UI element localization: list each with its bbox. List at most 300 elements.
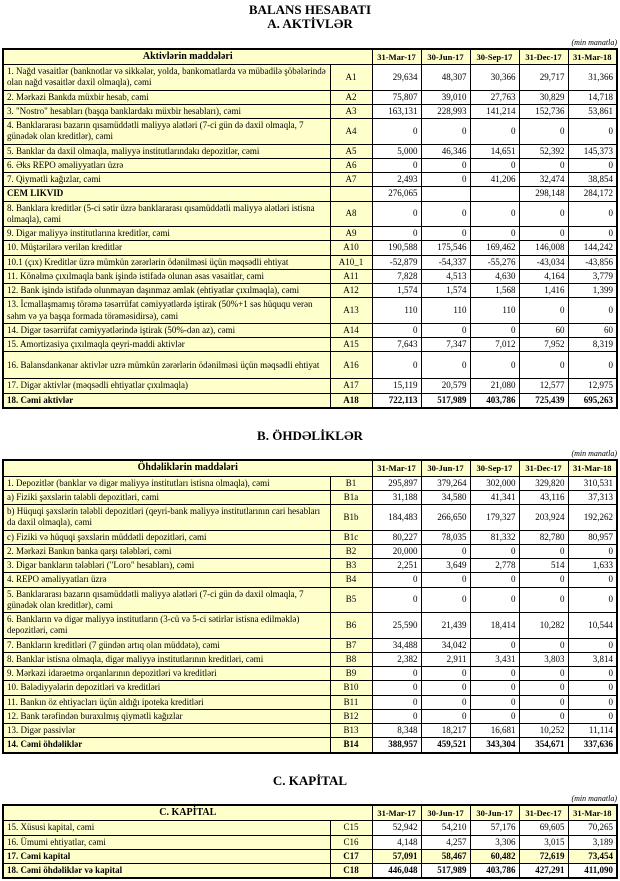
table-row bbox=[3, 104, 617, 118]
table-row bbox=[3, 505, 617, 531]
value-cell: 7,643 bbox=[372, 338, 421, 352]
value-cell: 0 bbox=[519, 709, 568, 723]
value-cell: 52,392 bbox=[519, 144, 568, 158]
date-column-header: 31-Dec-17 bbox=[519, 460, 568, 476]
item-code-cell: A13 bbox=[330, 298, 372, 324]
date-column-header: 30-Jun-17 bbox=[421, 805, 470, 821]
item-label-cell: 4. Banklararası bazarın qısamüddətli maliyyə alətləri (7-ci gün də daxil olmaqla, 7 günədək olan kreditlər), cəmi bbox=[3, 119, 330, 145]
item-label-cell: 17. Cəmi kapital bbox=[3, 849, 330, 863]
value-cell: 0 bbox=[519, 587, 568, 613]
value-cell: 0 bbox=[372, 158, 421, 172]
item-label-cell: 6. Əks REPO əməliyyatları üzrə bbox=[3, 158, 330, 172]
item-code-cell: A6 bbox=[330, 158, 372, 172]
value-cell: -54,337 bbox=[421, 255, 470, 269]
item-label-cell: 7. Bankların kreditləri (7 gündən artıq olan müddətə), cəmi bbox=[3, 638, 330, 652]
value-cell: 695,263 bbox=[568, 393, 617, 408]
value-cell: 141,214 bbox=[470, 104, 519, 118]
capital-table bbox=[2, 804, 618, 880]
table-row bbox=[3, 284, 617, 298]
table-row bbox=[3, 709, 617, 723]
item-label-cell: 11. Könəlmə çıxılmaqla bank işində istifadə olunan əsas vəsaitlər, cəmi bbox=[3, 269, 330, 283]
value-cell: 0 bbox=[470, 544, 519, 558]
value-cell: 110 bbox=[470, 298, 519, 324]
value-cell: 0 bbox=[470, 667, 519, 681]
table-row bbox=[3, 667, 617, 681]
item-code-cell: B12 bbox=[330, 709, 372, 723]
value-cell: 0 bbox=[421, 681, 470, 695]
item-code-cell: B14 bbox=[330, 738, 372, 753]
value-cell: 80,227 bbox=[372, 530, 421, 544]
value-cell: 31,366 bbox=[568, 65, 617, 91]
value-cell: 2,382 bbox=[372, 652, 421, 666]
value-cell: 72,619 bbox=[519, 849, 568, 863]
value-cell: 0 bbox=[372, 119, 421, 145]
value-cell: 427,291 bbox=[519, 864, 568, 879]
table-row bbox=[3, 338, 617, 352]
item-label-cell: 14. Cəmi öhdəliklər bbox=[3, 738, 330, 753]
value-cell: 0 bbox=[519, 638, 568, 652]
value-cell: 514 bbox=[519, 559, 568, 573]
value-cell: 7,347 bbox=[421, 338, 470, 352]
value-cell: 82,780 bbox=[519, 530, 568, 544]
value-cell: 2,911 bbox=[421, 652, 470, 666]
value-cell: 11,114 bbox=[568, 724, 617, 738]
value-cell: 60,482 bbox=[470, 849, 519, 863]
value-cell: 27,763 bbox=[470, 90, 519, 104]
liabilities-table bbox=[2, 459, 618, 754]
item-label-cell: 18. Cəmi aktivlər bbox=[3, 393, 330, 408]
date-column-header: 31-Mar-18 bbox=[568, 805, 617, 821]
item-label-cell: 10. Bələdiyyələrin depozitləri və kreditləri bbox=[3, 681, 330, 695]
value-cell: 0 bbox=[421, 695, 470, 709]
value-cell: 379,264 bbox=[421, 476, 470, 490]
item-code-cell: A1 bbox=[330, 65, 372, 91]
value-cell: 41,341 bbox=[470, 490, 519, 504]
table-row bbox=[3, 864, 617, 879]
value-cell: 3,649 bbox=[421, 559, 470, 573]
value-cell: 388,957 bbox=[372, 738, 421, 753]
value-cell: 0 bbox=[519, 298, 568, 324]
item-label-cell: 15. Amortizasiya çıxılmaqla qeyri-maddi aktivlər bbox=[3, 338, 330, 352]
value-cell: 266,650 bbox=[421, 505, 470, 531]
value-cell: 29,717 bbox=[519, 65, 568, 91]
table-row bbox=[3, 695, 617, 709]
date-column-header: 30-Sep-17 bbox=[470, 460, 519, 476]
items-column-header: Öhdəliklərin maddələri bbox=[3, 460, 372, 476]
value-cell: 18,414 bbox=[470, 613, 519, 639]
item-code-cell: A11 bbox=[330, 269, 372, 283]
value-cell: 0 bbox=[421, 158, 470, 172]
value-cell: 0 bbox=[421, 227, 470, 241]
table-row bbox=[3, 530, 617, 544]
value-cell: 3,814 bbox=[568, 652, 617, 666]
value-cell: 0 bbox=[372, 695, 421, 709]
value-cell: 39,010 bbox=[421, 90, 470, 104]
value-cell: 46,346 bbox=[421, 144, 470, 158]
value-cell: 0 bbox=[421, 323, 470, 337]
table-row bbox=[3, 559, 617, 573]
value-cell: 0 bbox=[421, 352, 470, 379]
table-row bbox=[3, 835, 617, 849]
value-cell: 0 bbox=[421, 667, 470, 681]
value-cell: 2,778 bbox=[470, 559, 519, 573]
assets-table bbox=[2, 48, 618, 409]
value-cell: 0 bbox=[519, 119, 568, 145]
table-row bbox=[3, 613, 617, 639]
value-cell: 0 bbox=[519, 667, 568, 681]
value-cell: 1,399 bbox=[568, 284, 617, 298]
value-cell: 41,206 bbox=[470, 173, 519, 187]
value-cell: 57,176 bbox=[470, 821, 519, 835]
value-cell: 29,634 bbox=[372, 65, 421, 91]
value-cell: 52,942 bbox=[372, 821, 421, 835]
value-cell: 4,148 bbox=[372, 835, 421, 849]
value-cell: 0 bbox=[568, 544, 617, 558]
value-cell: 175,546 bbox=[421, 241, 470, 255]
value-cell: 3,306 bbox=[470, 835, 519, 849]
item-code-cell: B1b bbox=[330, 505, 372, 531]
value-cell: 60 bbox=[519, 323, 568, 337]
value-cell: 0 bbox=[568, 667, 617, 681]
item-label-cell: 3. "Nostro" hesabları (başqa banklardakı müxbir hesabları), cəmi bbox=[3, 104, 330, 118]
value-cell: 145,373 bbox=[568, 144, 617, 158]
item-label-cell: 16. Ümumi ehtiyatlar, cəmi bbox=[3, 835, 330, 849]
value-cell: 73,454 bbox=[568, 849, 617, 863]
item-code-cell: B1 bbox=[330, 476, 372, 490]
value-cell: 0 bbox=[470, 638, 519, 652]
value-cell: 0 bbox=[372, 667, 421, 681]
item-code-cell: B13 bbox=[330, 724, 372, 738]
item-label-cell: 12. Bank işində istifadə olunmayan daşınmaz əmlak (ehtiyatlar çıxılmaqla), cəmi bbox=[3, 284, 330, 298]
item-code-cell: B8 bbox=[330, 652, 372, 666]
table-row bbox=[3, 379, 617, 393]
item-label-cell: 6. Bankların və digər maliyyə institutların (3-cü və 5-ci sətirlər istisna edilməklə) depozitləri, cəmi bbox=[3, 613, 330, 639]
value-cell: 25,590 bbox=[372, 613, 421, 639]
value-cell: 48,307 bbox=[421, 65, 470, 91]
value-cell: 298,148 bbox=[519, 187, 568, 201]
value-cell: 54,210 bbox=[421, 821, 470, 835]
item-code-cell: B10 bbox=[330, 681, 372, 695]
value-cell: 4,513 bbox=[421, 269, 470, 283]
value-cell: 459,521 bbox=[421, 738, 470, 753]
value-cell: 192,262 bbox=[568, 505, 617, 531]
item-code-cell: A10 bbox=[330, 241, 372, 255]
unit-note-a: (min manatla) bbox=[571, 37, 617, 47]
value-cell: 0 bbox=[421, 119, 470, 145]
value-cell bbox=[470, 187, 519, 201]
value-cell: 57,091 bbox=[372, 849, 421, 863]
item-code-cell: B2 bbox=[330, 544, 372, 558]
value-cell: 8,348 bbox=[372, 724, 421, 738]
date-column-header: 31-Mar-17 bbox=[372, 460, 421, 476]
value-cell: 722,113 bbox=[372, 393, 421, 408]
item-label-cell: 16. Balansdankənar aktivlər uzrə mümkün zərərlərin ödənilməsi üçün məqsədli ehtiyat bbox=[3, 352, 330, 379]
value-cell: 337,636 bbox=[568, 738, 617, 753]
value-cell: 0 bbox=[519, 681, 568, 695]
table-row bbox=[3, 65, 617, 91]
value-cell: 12,577 bbox=[519, 379, 568, 393]
value-cell: 1,568 bbox=[470, 284, 519, 298]
value-cell: 4,164 bbox=[519, 269, 568, 283]
section-b-heading: B. ÖHDƏLİKLƏR bbox=[257, 427, 363, 443]
value-cell: 2,251 bbox=[372, 559, 421, 573]
item-label-cell: 7. Qiymətli kağızlar, cəmi bbox=[3, 173, 330, 187]
value-cell: 295,897 bbox=[372, 476, 421, 490]
value-cell: 4,630 bbox=[470, 269, 519, 283]
table-row bbox=[3, 158, 617, 172]
value-cell: 284,172 bbox=[568, 187, 617, 201]
value-cell: 10,544 bbox=[568, 613, 617, 639]
value-cell: 0 bbox=[568, 227, 617, 241]
value-cell: 30,366 bbox=[470, 65, 519, 91]
item-label-cell: 9. Digər maliyyə institutlarına kreditlər, cəmi bbox=[3, 227, 330, 241]
item-label-cell: 9. Mərkəzi idarəetmə orqanlarının depozitləri və kreditləri bbox=[3, 667, 330, 681]
value-cell: 21,439 bbox=[421, 613, 470, 639]
value-cell: 58,467 bbox=[421, 849, 470, 863]
value-cell: 14,718 bbox=[568, 90, 617, 104]
value-cell: -52,879 bbox=[372, 255, 421, 269]
value-cell: 403,786 bbox=[470, 864, 519, 879]
value-cell: 0 bbox=[421, 587, 470, 613]
unit-note-b: (min manatla) bbox=[571, 449, 617, 459]
value-cell: 8,319 bbox=[568, 338, 617, 352]
value-cell: 34,042 bbox=[421, 638, 470, 652]
value-cell: 69,605 bbox=[519, 821, 568, 835]
value-cell: 179,327 bbox=[470, 505, 519, 531]
value-cell: 403,786 bbox=[470, 393, 519, 408]
item-label-cell: a) Fiziki şəxslərin tələbli depozitləri, cəmi bbox=[3, 490, 330, 504]
value-cell: 354,671 bbox=[519, 738, 568, 753]
value-cell: 0 bbox=[568, 573, 617, 587]
value-cell: 0 bbox=[421, 709, 470, 723]
table-row bbox=[3, 724, 617, 738]
date-column-header: 30-Sep-17 bbox=[470, 49, 519, 65]
value-cell: 3,779 bbox=[568, 269, 617, 283]
value-cell: 0 bbox=[421, 544, 470, 558]
table-row bbox=[3, 90, 617, 104]
date-column-header: 31-Mar-17 bbox=[372, 805, 421, 821]
item-label-cell: 3. Digər bankların tələbləri ("Loro" hesabları), cəmi bbox=[3, 559, 330, 573]
value-cell: 0 bbox=[372, 709, 421, 723]
value-cell: 310,531 bbox=[568, 476, 617, 490]
item-code-cell: C16 bbox=[330, 835, 372, 849]
table-row bbox=[3, 849, 617, 863]
value-cell: 411,090 bbox=[568, 864, 617, 879]
value-cell: 0 bbox=[568, 201, 617, 227]
item-code-cell: B1a bbox=[330, 490, 372, 504]
value-cell: 0 bbox=[372, 323, 421, 337]
value-cell: 81,332 bbox=[470, 530, 519, 544]
value-cell: 302,000 bbox=[470, 476, 519, 490]
item-code-cell: B6 bbox=[330, 613, 372, 639]
value-cell: 0 bbox=[568, 158, 617, 172]
value-cell: 3,015 bbox=[519, 835, 568, 849]
value-cell: 80,957 bbox=[568, 530, 617, 544]
value-cell: 0 bbox=[519, 573, 568, 587]
table-row bbox=[3, 476, 617, 490]
table-row bbox=[3, 738, 617, 753]
table-row bbox=[3, 298, 617, 324]
section-c-heading: C. KAPİTAL bbox=[272, 772, 348, 788]
date-column-header: 30-Jun-17 bbox=[421, 460, 470, 476]
value-cell: 10,252 bbox=[519, 724, 568, 738]
table-row bbox=[3, 393, 617, 408]
item-label-cell: 10.1 (çıx) Kreditlər üzrə mümkün zərərlərin ödənilməsi üçün məqsədli ehtiyat bbox=[3, 255, 330, 269]
table-row bbox=[3, 227, 617, 241]
table-row bbox=[3, 652, 617, 666]
value-cell: 184,483 bbox=[372, 505, 421, 531]
value-cell: 0 bbox=[470, 352, 519, 379]
liabilities-header-row bbox=[3, 460, 617, 476]
value-cell: 163,131 bbox=[372, 104, 421, 118]
value-cell: 78,035 bbox=[421, 530, 470, 544]
item-label-cell: 2. Mərkəzi Bankda müxbir hesab, cəmi bbox=[3, 90, 330, 104]
value-cell: 3,803 bbox=[519, 652, 568, 666]
value-cell: 7,828 bbox=[372, 269, 421, 283]
assets-header-row bbox=[3, 49, 617, 65]
table-row bbox=[3, 587, 617, 613]
value-cell: 0 bbox=[519, 158, 568, 172]
value-cell: 0 bbox=[470, 681, 519, 695]
value-cell: 0 bbox=[372, 573, 421, 587]
date-column-header: 31-Dec-17 bbox=[519, 805, 568, 821]
item-code-cell: C17 bbox=[330, 849, 372, 863]
value-cell: 203,924 bbox=[519, 505, 568, 531]
item-label-cell: CEM LIKVID bbox=[3, 187, 330, 201]
value-cell: 0 bbox=[470, 158, 519, 172]
item-label-cell: 1. Depozitlər (banklar və digər maliyyə institutları istisna olmaqla), cəmi bbox=[3, 476, 330, 490]
value-cell: 53,861 bbox=[568, 104, 617, 118]
value-cell: -43,856 bbox=[568, 255, 617, 269]
item-code-cell: B4 bbox=[330, 573, 372, 587]
value-cell: 343,304 bbox=[470, 738, 519, 753]
value-cell: -55,276 bbox=[470, 255, 519, 269]
item-label-cell: 13. İcmallaşmamış törəmə təsərrüfat cəmiyyətlərdə iştirak (50%+1 səs hüququ verən səhm və ya başqa formada törəməsidirsə), cəmi bbox=[3, 298, 330, 324]
value-cell: 32,474 bbox=[519, 173, 568, 187]
date-column-header: 30-Jun-17 bbox=[421, 49, 470, 65]
value-cell: 0 bbox=[519, 352, 568, 379]
date-column-header: 31-Mar-17 bbox=[372, 49, 421, 65]
item-code-cell: A18 bbox=[330, 393, 372, 408]
item-label-cell: 10. Müştərilərə verilən kreditlər bbox=[3, 241, 330, 255]
value-cell: 21,080 bbox=[470, 379, 519, 393]
item-code-cell: B1c bbox=[330, 530, 372, 544]
value-cell: 0 bbox=[470, 573, 519, 587]
value-cell: 169,462 bbox=[470, 241, 519, 255]
value-cell: 0 bbox=[519, 544, 568, 558]
item-code-cell: A5 bbox=[330, 144, 372, 158]
table-row bbox=[3, 821, 617, 835]
value-cell: 1,574 bbox=[372, 284, 421, 298]
table-row bbox=[3, 681, 617, 695]
value-cell: 12,975 bbox=[568, 379, 617, 393]
item-label-cell: 15. Xüsusi kapital, cəmi bbox=[3, 821, 330, 835]
item-code-cell: B7 bbox=[330, 638, 372, 652]
value-cell: 517,989 bbox=[421, 393, 470, 408]
item-label-cell: 5. Banklar da daxil olmaqla, maliyyə institutlarındakı depozitlər, cəmi bbox=[3, 144, 330, 158]
value-cell: 0 bbox=[568, 119, 617, 145]
item-code-cell: B9 bbox=[330, 667, 372, 681]
date-column-header: 30-Jun-17 bbox=[470, 805, 519, 821]
item-code-cell: A15 bbox=[330, 338, 372, 352]
value-cell: 144,242 bbox=[568, 241, 617, 255]
item-code-cell: A12 bbox=[330, 284, 372, 298]
item-label-cell: 18. Cəmi öhdəliklər və kapital bbox=[3, 864, 330, 879]
section-a-heading: A. AKTİVLƏR bbox=[267, 16, 353, 32]
table-row bbox=[3, 490, 617, 504]
value-cell: 0 bbox=[470, 709, 519, 723]
table-row bbox=[3, 144, 617, 158]
value-cell: 0 bbox=[470, 227, 519, 241]
item-code-cell: A16 bbox=[330, 352, 372, 379]
value-cell: 60 bbox=[568, 323, 617, 337]
value-cell: 0 bbox=[372, 587, 421, 613]
item-label-cell: 8. Banklara kreditlər (5-ci sətir üzrə banklararası qısamüddətli maliyyə alətləri istisna olmaqla), cəmi bbox=[3, 201, 330, 227]
value-cell: 10,282 bbox=[519, 613, 568, 639]
value-cell: 1,416 bbox=[519, 284, 568, 298]
value-cell: 30,829 bbox=[519, 90, 568, 104]
table-row bbox=[3, 119, 617, 145]
table-row bbox=[3, 544, 617, 558]
value-cell: 38,854 bbox=[568, 173, 617, 187]
value-cell: 0 bbox=[568, 352, 617, 379]
value-cell: 0 bbox=[372, 227, 421, 241]
item-label-cell: 17. Digər aktivlər (məqsədli ehtiyatlar çıxılmaqla) bbox=[3, 379, 330, 393]
value-cell bbox=[421, 187, 470, 201]
report-title: BALANS HESABATI bbox=[248, 2, 372, 17]
value-cell: 110 bbox=[421, 298, 470, 324]
item-code-cell: A4 bbox=[330, 119, 372, 145]
date-column-header: 31-Dec-17 bbox=[519, 49, 568, 65]
item-label-cell: 11. Bankın öz ehtiyacları üçün aldığı ipoteka kreditləri bbox=[3, 695, 330, 709]
value-cell: 329,820 bbox=[519, 476, 568, 490]
value-cell: 2,493 bbox=[372, 173, 421, 187]
value-cell: 1,574 bbox=[421, 284, 470, 298]
value-cell: 276,065 bbox=[372, 187, 421, 201]
item-label-cell: 12. Bank tərəfindən buraxılmış qiymətli kağızlar bbox=[3, 709, 330, 723]
item-label-cell: 14. Digər təsərrüfat cəmiyyətlərində iştirak (50%-dən az), cəmi bbox=[3, 323, 330, 337]
item-code-cell: A14 bbox=[330, 323, 372, 337]
item-code-cell: B5 bbox=[330, 587, 372, 613]
value-cell: 0 bbox=[421, 573, 470, 587]
unit-note-c: (min manatla) bbox=[571, 793, 617, 803]
value-cell: 7,952 bbox=[519, 338, 568, 352]
table-row bbox=[3, 323, 617, 337]
value-cell: 0 bbox=[519, 227, 568, 241]
value-cell: 0 bbox=[372, 681, 421, 695]
date-column-header: 31-Mar-18 bbox=[568, 460, 617, 476]
value-cell: 0 bbox=[470, 695, 519, 709]
value-cell: 0 bbox=[568, 587, 617, 613]
value-cell: 37,313 bbox=[568, 490, 617, 504]
value-cell: 7,012 bbox=[470, 338, 519, 352]
value-cell: 43,116 bbox=[519, 490, 568, 504]
value-cell: 75,807 bbox=[372, 90, 421, 104]
value-cell: 70,265 bbox=[568, 821, 617, 835]
value-cell: 18,217 bbox=[421, 724, 470, 738]
value-cell: 0 bbox=[568, 695, 617, 709]
value-cell: 0 bbox=[470, 119, 519, 145]
value-cell: 0 bbox=[568, 709, 617, 723]
value-cell: 146,008 bbox=[519, 241, 568, 255]
value-cell: 446,048 bbox=[372, 864, 421, 879]
item-label-cell: c) Fiziki və hüquqi şəxslərin müddətli depozitləri, cəmi bbox=[3, 530, 330, 544]
value-cell: 0 bbox=[470, 587, 519, 613]
value-cell: 3,189 bbox=[568, 835, 617, 849]
value-cell: 0 bbox=[421, 201, 470, 227]
value-cell: 5,000 bbox=[372, 144, 421, 158]
value-cell: 15,119 bbox=[372, 379, 421, 393]
